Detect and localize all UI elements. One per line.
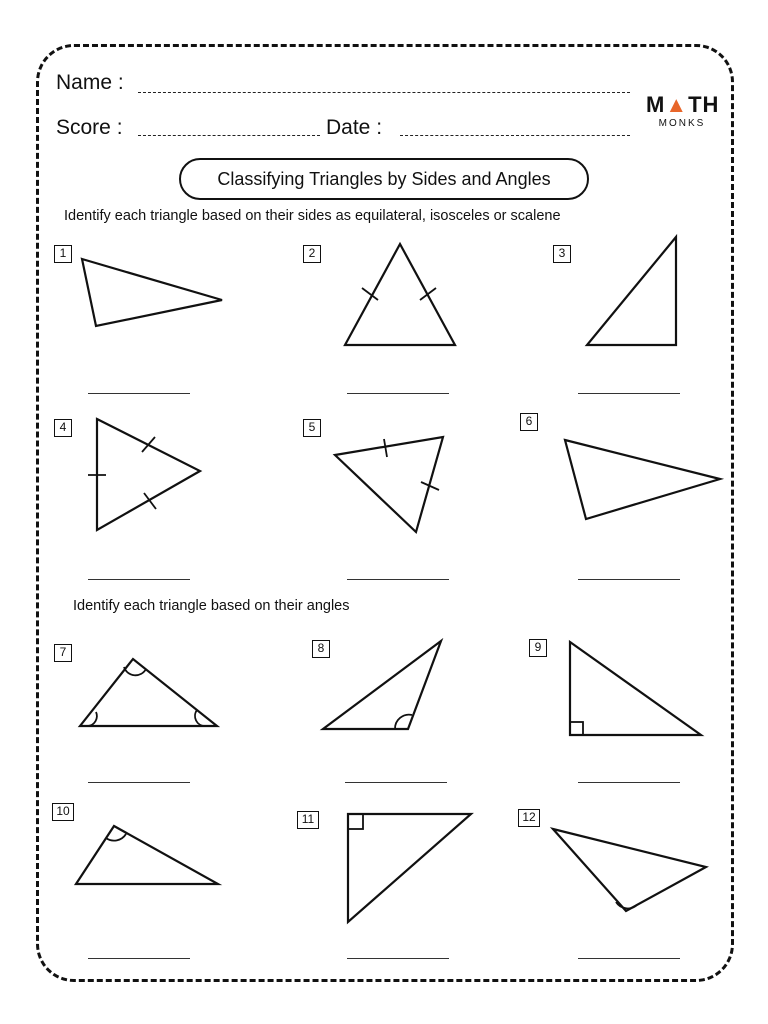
problem-number-7: 7 (54, 644, 72, 662)
logo-subtitle: MONKS (658, 118, 706, 129)
triangle-5 (335, 437, 443, 532)
name-label: Name : (56, 71, 124, 94)
triangle-8 (323, 641, 441, 729)
triangle-11 (348, 814, 471, 922)
worksheet-title-text: Classifying Triangles by Sides and Angles (217, 168, 551, 189)
triangle-1 (82, 259, 222, 326)
triangle-3 (587, 237, 676, 345)
triangle-4 (88, 419, 200, 530)
problem-number-2: 2 (303, 245, 321, 263)
problem-number-11: 11 (297, 811, 319, 829)
section1-instruction: Identify each triangle based on their sides as equilateral, isosceles or scalene (64, 208, 561, 224)
problem-number-10: 10 (52, 803, 74, 821)
problem-number-4: 4 (54, 419, 72, 437)
problem-number-8: 8 (312, 640, 330, 658)
triangle-2 (345, 244, 455, 345)
date-label: Date : (326, 116, 383, 139)
triangle-10 (76, 826, 218, 884)
problem-number-1: 1 (54, 245, 72, 263)
logo-letters-th: TH (688, 92, 720, 117)
problem-number-5: 5 (303, 419, 321, 437)
score-label: Score : (56, 116, 123, 139)
problem-number-6: 6 (520, 413, 538, 431)
problem-number-3: 3 (553, 245, 571, 263)
problem-number-9: 9 (529, 639, 547, 657)
section2-instruction: Identify each triangle based on their angles (73, 598, 350, 614)
logo-triangle-icon: ▲ (665, 92, 689, 117)
logo-letter-m: M (646, 92, 666, 117)
triangle-7 (80, 659, 217, 726)
triangle-9 (570, 642, 701, 735)
triangle-6 (565, 440, 720, 519)
triangle-12 (553, 829, 706, 911)
problem-number-12: 12 (518, 809, 540, 827)
